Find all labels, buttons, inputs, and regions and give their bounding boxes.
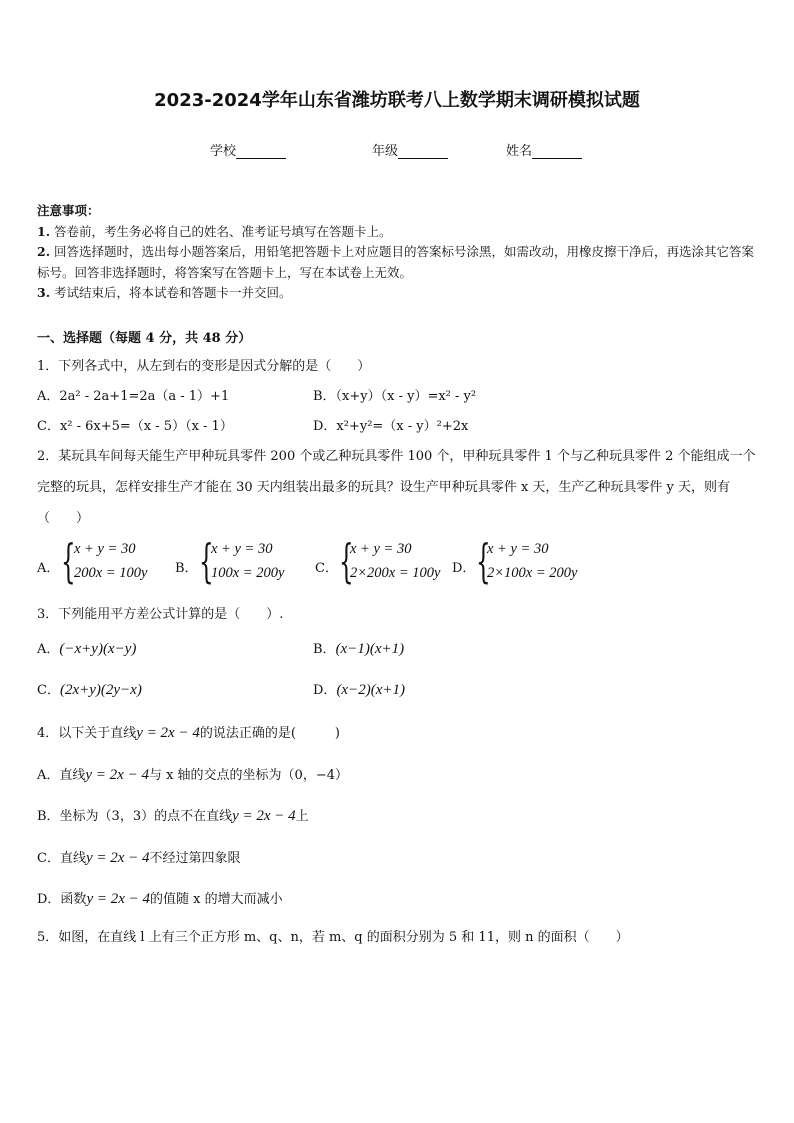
brace-icon: { bbox=[476, 534, 491, 588]
q4-option-c bbox=[37, 847, 241, 867]
q4-option-c-a: C．直线 bbox=[37, 851, 86, 866]
q2-option-d-eq1: x + y = 30 bbox=[487, 541, 549, 557]
q4-option-a-a: A．直线 bbox=[37, 768, 86, 783]
q3-stem: 3．下列能用平方差公式计算的是（ ）. bbox=[37, 607, 284, 622]
section-1-heading: 一、选择题（每题 4 分，共 48 分） bbox=[37, 331, 252, 346]
name-field bbox=[506, 140, 582, 159]
exam-title: 2023-2024学年山东省潍坊联考八上数学期末调研模拟试题 bbox=[154, 90, 640, 111]
q1-stem: 1．下列各式中，从左到右的变形是因式分解的是（ ） bbox=[37, 359, 371, 374]
notice-item-1-num: 1. bbox=[37, 223, 51, 239]
q4-option-b-b: 上 bbox=[295, 809, 309, 824]
notice-item-1 bbox=[37, 222, 759, 243]
q4-option-d-expr: y = 2x − 4 bbox=[86, 891, 150, 907]
q3-option-a-label: A． bbox=[37, 642, 60, 657]
q3-option-b bbox=[313, 638, 404, 658]
school-label: 学校 bbox=[210, 144, 237, 159]
notice-item-1-text: 答卷前，考生务必将自己的姓名、准考证号填写在答题卡上。 bbox=[50, 223, 392, 239]
grade-field bbox=[372, 140, 448, 159]
q4-stem-a: 4．以下关于直线 bbox=[37, 726, 137, 741]
q2-option-a-label: A． bbox=[37, 561, 60, 576]
notice-block bbox=[37, 201, 759, 304]
q4-option-d-a: D．函数 bbox=[37, 892, 87, 907]
q1-option-c: C．x² - 6x+5=（x - 5）（x - 1） bbox=[37, 419, 233, 434]
q2-option-c-eq1: x + y = 30 bbox=[350, 541, 412, 557]
q4-option-a-b: 与 x 轴的交点的坐标为（0，−4） bbox=[148, 768, 348, 783]
q4-option-d bbox=[37, 888, 283, 908]
q4-option-c-b: 不经过第四象限 bbox=[149, 851, 241, 866]
name-label: 姓名 bbox=[506, 144, 533, 159]
q4-option-b-a: B．坐标为（3，3）的点不在直线 bbox=[37, 809, 233, 824]
q2-option-b bbox=[175, 534, 305, 588]
grade-blank bbox=[398, 144, 448, 159]
q3-option-c-label: C． bbox=[37, 683, 60, 698]
q4-option-a bbox=[37, 764, 348, 784]
q2-option-d-label: D． bbox=[452, 561, 476, 576]
q4-option-b-expr: y = 2x − 4 bbox=[232, 808, 296, 824]
school-blank bbox=[236, 144, 286, 159]
q3-option-d-expr: (x−2)(x+1) bbox=[336, 682, 405, 698]
q2-stem: 2．某玩具车间每天能生产甲种玩具零件 200 个或乙种玩具零件 100 个，甲种玩具零件 1 个与乙种玩具零件 2 个能组成一个完整的玩具，怎样安排生产才能在 30 天内组装出最多的玩具？设生产甲种玩具零件 x 天，生产乙种玩具零件 y 天，则有（ ） bbox=[37, 449, 756, 526]
q4-stem bbox=[37, 722, 340, 742]
q2-option-d bbox=[452, 534, 602, 588]
q3-option-a bbox=[37, 638, 136, 658]
q4-stem-b: 的说法正确的是( ) bbox=[199, 726, 340, 741]
q5-stem: 5．如图，在直线 l 上有三个正方形 m、q、n，若 m、q 的面积分别为 5 和 11，则 n 的面积（ ） bbox=[37, 930, 629, 945]
q4-option-a-expr: y = 2x − 4 bbox=[85, 767, 149, 783]
brace-icon: { bbox=[61, 534, 76, 588]
q2-option-b-label: B． bbox=[175, 561, 198, 576]
q4-option-d-b: 的值随 x 的增大而减小 bbox=[150, 892, 283, 907]
q3-option-c bbox=[37, 679, 142, 699]
q4-option-c-expr: y = 2x − 4 bbox=[85, 850, 150, 866]
q2-option-a-eq1: x + y = 30 bbox=[74, 541, 136, 557]
notice-item-3 bbox=[37, 283, 759, 304]
q2-option-c bbox=[315, 534, 455, 588]
q1-option-a: A．2a² - 2a+1=2a（a - 1）+1 bbox=[37, 389, 230, 404]
brace-icon: { bbox=[199, 534, 214, 588]
notice-item-2-num: 2. bbox=[37, 244, 51, 259]
q2-option-d-eq2: 2×100x = 200y bbox=[487, 565, 578, 581]
q4-stem-expr: y = 2x − 4 bbox=[136, 725, 200, 741]
q2-option-c-eq2: 2×200x = 100y bbox=[350, 565, 441, 581]
q3-option-b-expr: (x−1)(x+1) bbox=[335, 641, 405, 657]
q2-option-c-label: C． bbox=[315, 561, 338, 576]
q2-option-a bbox=[37, 534, 167, 588]
q2-option-a-eq2: 200x = 100y bbox=[74, 565, 148, 581]
grade-label: 年级 bbox=[372, 144, 399, 159]
notice-item-2 bbox=[37, 242, 759, 283]
notice-item-3-text: 考试结束后，将本试卷和答题卡一并交回。 bbox=[50, 285, 292, 300]
q2-option-b-eq2: 100x = 200y bbox=[211, 565, 285, 581]
brace-icon: { bbox=[339, 534, 354, 588]
student-info-row bbox=[0, 140, 794, 160]
q1-option-d: D．x²+y²=（x - y）²+2x bbox=[313, 419, 469, 434]
q3-option-c-expr: (2x+y)(2y−x) bbox=[59, 682, 142, 698]
notice-heading: 注意事项： bbox=[37, 203, 100, 218]
school-field bbox=[210, 140, 286, 159]
name-blank bbox=[532, 144, 582, 159]
q1-option-b: B．（x+y）（x - y）=x² - y² bbox=[313, 389, 477, 404]
q3-option-a-expr: (−x+y)(x−y) bbox=[59, 641, 137, 657]
notice-item-2-text: 回答选择题时，选出每小题答案后，用铅笔把答题卡上对应题目的答案标号涂黑，如需改动，用橡皮擦干净后，再选涂其它答案标号。回答非选择题时，将答案写在答题卡上，写在本试卷上无效。 bbox=[37, 244, 755, 280]
q2-option-b-eq1: x + y = 30 bbox=[211, 541, 273, 557]
q4-option-b bbox=[37, 805, 309, 825]
notice-item-3-num: 3. bbox=[37, 285, 51, 300]
q3-option-b-label: B． bbox=[313, 642, 336, 657]
q3-option-d-label: D． bbox=[313, 683, 337, 698]
q3-option-d bbox=[313, 679, 405, 699]
